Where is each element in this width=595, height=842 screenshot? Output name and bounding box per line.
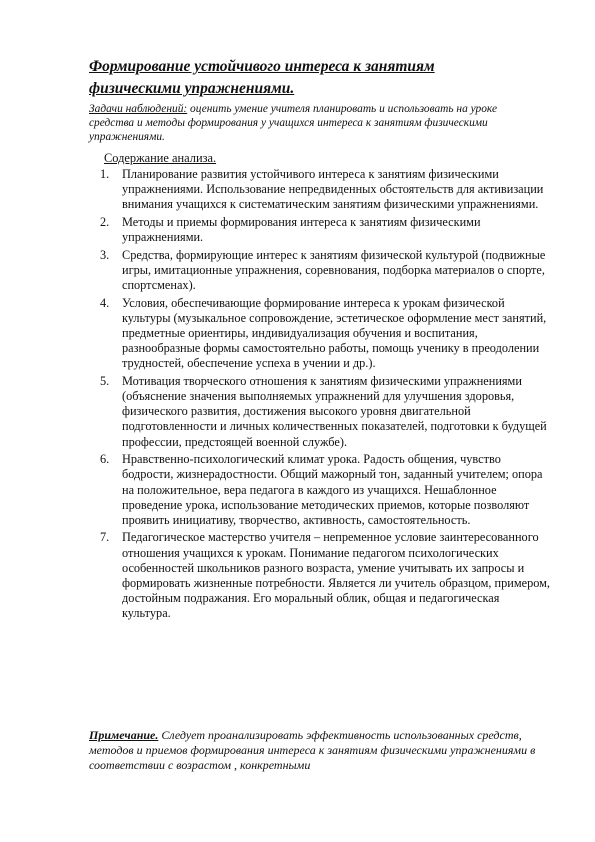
list-item <box>100 248 550 294</box>
list-item-number: 6. <box>100 452 110 467</box>
note-text: Следует проанализировать эффективность использованных средств, методов и приемов формирования интереса к занятиям физическими упражнениями в соответствии с возрастом , конкретными <box>89 728 536 773</box>
tasks-text: оценить умение учителя планировать и использовать на уроке средства и методы формирования у учащихся интереса к занятиям физическими упражнениями. <box>89 103 498 143</box>
list-item <box>100 296 550 372</box>
document-title: Формирование устойчивого интереса к занятиям физическими упражнениями. <box>89 58 435 97</box>
list-item <box>100 167 550 213</box>
analysis-list <box>100 167 550 624</box>
list-item-number: 2. <box>100 214 110 229</box>
note-label: Примечание. <box>89 728 159 742</box>
note-paragraph <box>89 728 544 774</box>
list-item-text: Методы и приемы формирования интереса к занятиям физическими упражнениями. <box>122 214 481 245</box>
list-item <box>100 374 550 450</box>
list-item-text: Педагогическое мастерство учителя – непременное условие заинтересованного отношения учащихся к урокам. Понимание педагогом психологических особенностей школьников разного возраста, умение учитывать их запросы и формировать жизненные потребности. Является ли учитель образцом, примером, достойным подражания. Его моральный облик, общая и педагогическая культура. <box>122 530 550 621</box>
list-item-text: Мотивация творческого отношения к занятиям физическими упражнениями (объяснение значения выполняемых упражнений для улучшения здоровья, физического развития, достижения высокого уровня двигательной подготовленности и личных количественных показателей, подготовки к будущей профессии, предстоящей военной службе). <box>122 373 547 449</box>
list-item-text: Планирование развития устойчивого интереса к занятиям физическими упражнениями. Использование непредвиденных обстоятельств для активизации внимания учащихся к систематическим занятиям физическими упражнениями. <box>122 167 544 212</box>
list-item <box>100 215 550 245</box>
list-item <box>100 452 550 528</box>
list-item-text: Нравственно-психологический климат урока. Радость общения, чувство бодрости, жизнерадостности. Общий мажорный тон, заданный учителем; опора на положительное, вера педагога в каждого из учащихся. Нешаблонное проведение урока, использование методических приемов, которые позволяют проявить инициативу, творчество, активность, самостоятельность. <box>122 452 543 527</box>
analysis-heading: Содержание анализа. <box>104 151 217 165</box>
list-item-number: 7. <box>100 530 110 545</box>
observation-tasks <box>89 102 529 144</box>
list-item-number: 1. <box>100 167 110 181</box>
list-item-text: Средства, формирующие интерес к занятиям физической культурой (подвижные игры, имитационные упражнения, соревнования, подборка материалов о спорте, спортсменах). <box>122 247 546 293</box>
tasks-label: Задачи наблюдений: <box>89 103 188 115</box>
list-item-text: Условия, обеспечивающие формирование интереса к урокам физической культуры (музыкальное сопровождение, эстетическое оформление мест занятий, предметные ориентиры, индивидуализация обучения и воспитания, разнообразные формы самостоятельно работы, помощь ученику в преодолении трудностей, обеспечение успеха в учении и др.). <box>122 295 547 371</box>
list-item-number: 5. <box>100 373 110 388</box>
list-item-number: 3. <box>100 247 110 262</box>
list-item <box>100 530 550 621</box>
list-item-number: 4. <box>100 295 110 310</box>
